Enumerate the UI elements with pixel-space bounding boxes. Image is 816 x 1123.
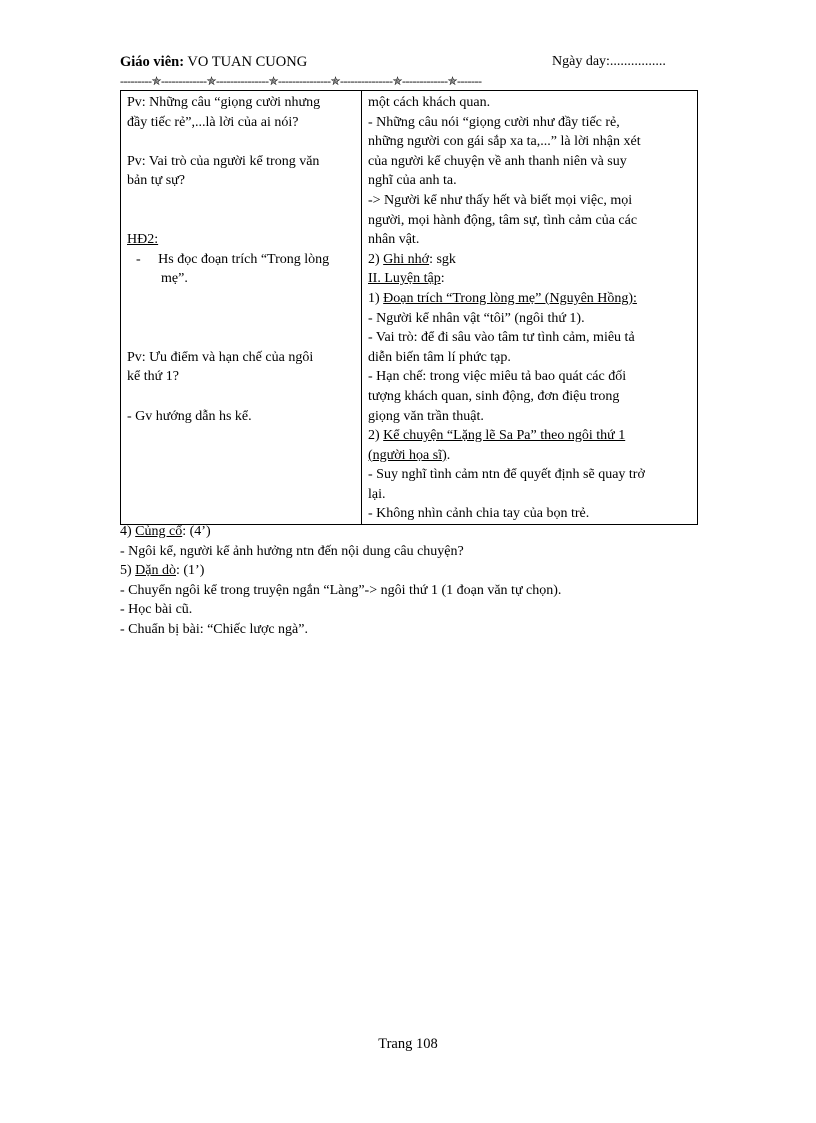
teacher-info: [120, 54, 307, 71]
note-line: - Ngôi kể, người kể ảnh hưởng ntn đến nội dung câu chuyện?: [120, 543, 464, 559]
content-line: - Hạn chế: trong việc miêu tả bao quát các đối: [368, 369, 627, 385]
content-line: nghĩ của anh ta.: [368, 173, 457, 189]
content-line: - Vai trò: để đi sâu vào tâm tư tình cảm, miêu tả: [368, 330, 635, 346]
page-number: Trang 108: [378, 1036, 438, 1052]
storytelling-heading: 2) Kể chuyện “Lặng lẽ Sa Pa” theo ngôi thứ 1: [368, 428, 626, 444]
note-line: - Học bài cũ.: [120, 602, 193, 618]
content-line: - Người kể nhân vật “tôi” (ngôi thứ 1).: [368, 310, 585, 326]
note-line: - Chuyển ngôi kể trong truyện ngắn “Làng”-> ngôi thứ 1 (1 đoạn văn tự chọn).: [120, 582, 562, 598]
storytelling-heading-cont: (người họa sĩ).: [368, 447, 451, 463]
content-line: diễn biến tâm lí phức tạp.: [368, 349, 511, 365]
teacher-label: Giáo viên:: [120, 54, 185, 70]
teacher-guide-line: - Gv hướng dẫn hs kể.: [127, 408, 252, 424]
question-3-line-1: Pv: Ưu điểm và hạn chế của ngôi: [127, 349, 314, 365]
content-line: - Suy nghĩ tình cảm ntn để quyết định sẽ quay trở: [368, 467, 645, 483]
content-line: một cách khách quan.: [368, 95, 491, 110]
practice-heading: II. Luyện tập:: [368, 271, 445, 287]
content-line: tượng khách quan, sinh động, đơn điệu trong: [368, 388, 620, 404]
content-line: của người kể chuyện về anh thanh niên và suy: [368, 153, 627, 169]
teaching-date: Ngày day:................: [552, 54, 666, 69]
note-line: - Chuẩn bị bài: “Chiếc lược ngà”.: [120, 621, 308, 637]
page-header: [120, 54, 698, 74]
question-2-line-2: bản tự sự?: [127, 173, 185, 189]
consolidation-heading: 4) Củng cố: (4’): [120, 524, 211, 539]
content-line: nhân vật.: [368, 232, 420, 248]
content-line: giọng văn trần thuật.: [368, 408, 484, 424]
star-divider: ---------✯-------------✯---------------✯---------------✯---------------✯-------------✯-------: [120, 74, 482, 88]
question-2-line-1: Pv: Vai trò của người kể trong văn: [127, 153, 320, 169]
content-line: những người con gái sắp xa ta,...” là lời nhận xét: [368, 134, 641, 150]
content-line: người, mọi hành động, tâm sự, tình cảm của các: [368, 212, 638, 228]
question-1-line-2: đầy tiếc rẻ”,...là lời của ai nói?: [127, 114, 299, 130]
question-1-line-1: Pv: Những câu “giọng cười nhưng: [127, 95, 321, 110]
content-line: -> Người kể như thấy hết và biết mọi việc, mọi: [368, 192, 633, 208]
homework-heading: 5) Dặn dò: (1’): [120, 563, 205, 579]
reading-item-line-2: mẹ”.: [161, 271, 188, 287]
excerpt-heading: 1) Đoạn trích “Trong lòng mẹ” (Nguyên Hồng):: [368, 290, 637, 306]
content-column: [362, 91, 698, 525]
question-3-line-2: kể thứ 1?: [127, 369, 179, 385]
teacher-name: VO TUAN CUONG: [187, 54, 308, 70]
table-row: [121, 91, 698, 525]
content-line: - Không nhìn cảnh chia tay của bọn trẻ.: [368, 506, 590, 522]
reading-item-line-1: Hs đọc đoạn trích “Trong lòng: [158, 251, 330, 267]
lesson-notes: [120, 522, 698, 640]
content-line: lại.: [368, 486, 386, 502]
content-line: - Những câu nói “giọng cười như đầy tiếc rẻ,: [368, 114, 620, 130]
list-item: - Hs đọc đoạn trích “Trong lòng mẹ”.: [136, 251, 330, 287]
memo-heading: 2) Ghi nhớ: sgk: [368, 251, 456, 267]
lesson-table: [120, 90, 698, 525]
activities-column: [121, 91, 362, 525]
activity-2-heading: HĐ2:: [127, 232, 159, 248]
